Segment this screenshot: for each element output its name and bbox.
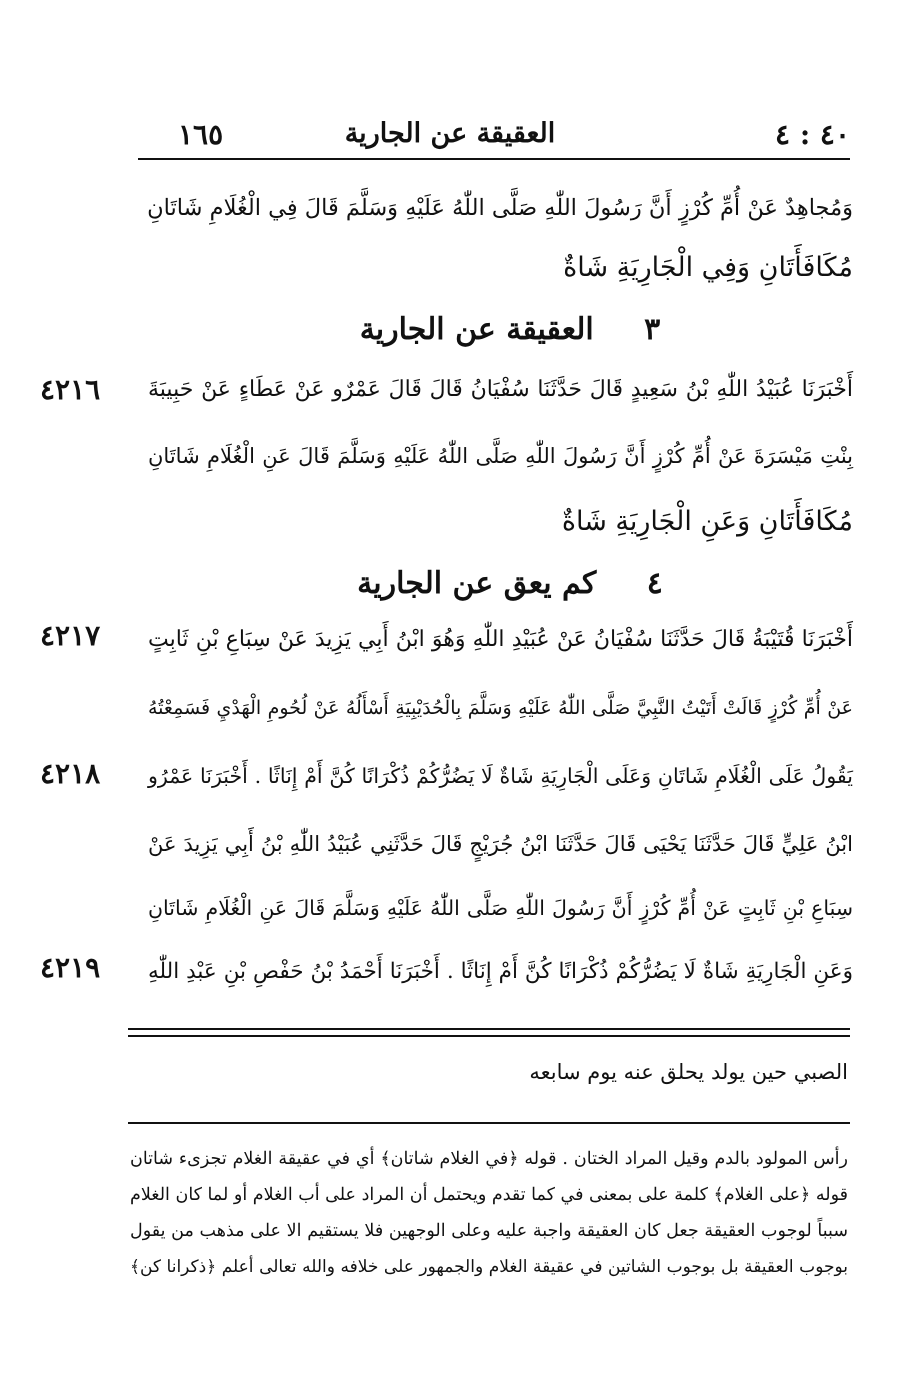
footnote-line: سبباً لوجوب العقيقة جعل كان العقيقة واجبة عليه وعلى الوجهين فلا يستقيم الا على مذهب من يقول — [130, 1221, 848, 1241]
footnote-line: بوجوب العقيقة بل بوجوب الشاتين في عقيقة الغلام والجمهور على خلافه والله تعالى أعلم ﴿ذكرانا كن﴾ — [130, 1257, 848, 1277]
page-number: ١٦٥ — [178, 118, 224, 151]
text-line: وَعَنِ الْجَارِيَةِ شَاةٌ لَا يَضُرُّكُمْ ذُكْرَانًا كُنَّ أَمْ إِنَاثًا . أَخْبَرَنَا أَحْمَدُ بْنُ حَفْصِ بْنِ عَبْدِ اللّٰهِ — [148, 959, 853, 984]
running-title: العقيقة عن الجارية — [344, 118, 556, 149]
text-line: مُكَافَأَتَانِ وَعَنِ الْجَارِيَةِ شَاةٌ — [561, 506, 853, 537]
hadith-number: ٤٢١٩ — [40, 951, 101, 984]
section-number: ٤ — [646, 566, 663, 601]
section-heading — [300, 302, 720, 358]
section-heading — [300, 556, 720, 612]
hadith-number: ٤٢١٨ — [40, 757, 101, 790]
chapter-reference: ٤٠ : ٤ — [775, 118, 850, 151]
text-line: وَمُجاهِدٌ عَنْ أُمِّ كُرْزٍ أَنَّ رَسُولَ اللّٰهِ صَلَّى اللّٰهُ عَلَيْهِ وَسَلَّمَ قَالَ فِي الْغُلَامِ شَاتَانِ — [147, 195, 853, 221]
footnote-line: قوله ﴿على الغلام﴾ كلمة على بمعنى في كما تقدم ويحتمل أن المراد على أب الغلام أو لما كان الغلام — [130, 1185, 848, 1205]
text-line: بِنْتِ مَيْسَرَةَ عَنْ أُمِّ كُرْزٍ أَنَّ رَسُولَ اللّٰهِ صَلَّى اللّٰهُ عَلَيْهِ وَسَلَّمَ قَالَ عَنِ الْغُلَامِ شَاتَانِ — [148, 444, 853, 468]
section-title: العقيقة عن الجارية — [359, 312, 594, 347]
text-line: عَنْ أُمِّ كُرْزٍ قَالَتْ أَتَيْتُ النَّبِيَّ صَلَّى اللّٰهُ عَلَيْهِ وَسَلَّمَ بِالْحُدَيْبِيَةِ أَسْأَلُهُ عَنْ لُحُومِ الْهَدْيِ فَسَمِعْتُهُ — [148, 697, 853, 719]
footnote-line: رأس المولود بالدم وقيل المراد الختان . قوله ﴿في الغلام شاتان﴾ أي في عقيقة الغلام تجزىء شاتان — [130, 1149, 848, 1169]
hadith-number: ٤٢١٦ — [40, 373, 101, 406]
text-line: مُكَافَأَتَانِ وَفِي الْجَارِيَةِ شَاةٌ — [563, 252, 853, 283]
text-line: أَخْبَرَنَا عُبَيْدُ اللّٰهِ بْنُ سَعِيدٍ قَالَ حَدَّثَنَا سُفْيَانُ قَالَ قَالَ عَمْرٌو عَنْ عَطَاءٍ عَنْ حَبِيبَةَ — [148, 377, 853, 402]
text-line: يَقُولُ عَلَى الْغُلَامِ شَاتَانِ وَعَلَى الْجَارِيَةِ شَاةٌ لَا يَضُرُّكُمْ ذُكْرَانًا كُنَّ أَمْ إِنَاثًا . أَخْبَرَنَا عَمْرُو — [148, 764, 853, 788]
footnote-rule — [128, 1122, 850, 1124]
double-rule-divider — [128, 1028, 850, 1037]
header-rule — [138, 158, 850, 160]
text-line: ابْنُ عَلِيٍّ قَالَ حَدَّثَنَا يَحْيَى قَالَ حَدَّثَنَا ابْنُ جُرَيْجٍ قَالَ حَدَّثَنِي عُبَيْدُ اللّٰهِ بْنُ أَبِي يَزِيدَ عَنْ — [148, 832, 853, 856]
text-line: أَخْبَرَنَا قُتَيْبَةُ قَالَ حَدَّثَنَا سُفْيَانُ عَنْ عُبَيْدِ اللّٰهِ وَهُوَ ابْنُ أَبِي يَزِيدَ عَنْ سِبَاعِ بْنِ ثَابِتٍ — [148, 627, 853, 652]
footnote-continuation: الصبي حين يولد يحلق عنه يوم سابعه — [529, 1060, 848, 1084]
hadith-number: ٤٢١٧ — [40, 619, 101, 652]
section-title: كم يعق عن الجارية — [357, 566, 597, 601]
section-number: ٣ — [644, 312, 661, 347]
text-line: سِبَاعِ بْنِ ثَابِتٍ عَنْ أُمِّ كُرْزٍ أَنَّ رَسُولَ اللّٰهِ صَلَّى اللّٰهُ عَلَيْهِ وَسَلَّمَ قَالَ عَنِ الْغُلَامِ شَاتَانِ — [148, 896, 853, 920]
